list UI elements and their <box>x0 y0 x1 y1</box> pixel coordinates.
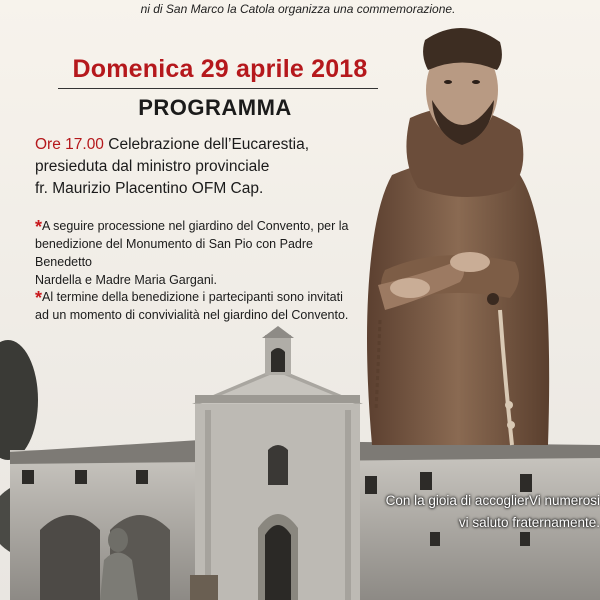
mass-title: Celebrazione dell’Eucarestia, <box>108 136 310 153</box>
conviviality-item: *Al termine della benedizione i partecipanti sono invitati ad un momento di convivialità nel giardino del Convento. <box>35 288 349 322</box>
closing-greeting: Con la gioia di accoglierVi numerosi vi saluto fraternamente. <box>385 493 600 530</box>
procession-item: *A seguire processione nel giardino del Convento, per la benedizione del Monumento di San Pio con Padre Benedetto Nardella e Madre Maria Gargani. <box>35 217 349 287</box>
programme-title: PROGRAMMA <box>138 95 292 120</box>
intro-line: ni di San Marco la Catola organizza una commemorazione. <box>140 2 456 16</box>
date-divider <box>58 88 378 89</box>
event-date: Domenica 29 aprile 2018 <box>72 55 368 83</box>
mass-presider-name: fr. Maurizio Placentino OFM Cap. <box>35 180 264 197</box>
mass-item <box>35 134 365 200</box>
red-asterisk-icon: * <box>35 217 43 237</box>
mass-time: Ore 17.00 <box>35 136 104 153</box>
red-asterisk-icon: * <box>35 288 43 308</box>
mass-presider-line: presieduta dal ministro provinciale <box>35 158 270 175</box>
